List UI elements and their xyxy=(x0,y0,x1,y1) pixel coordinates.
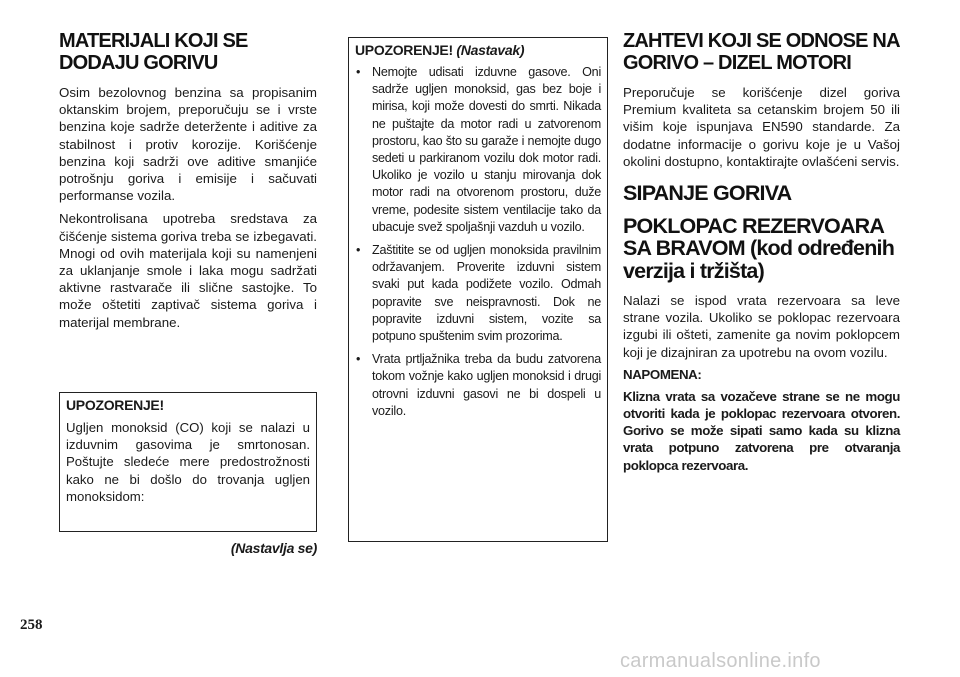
warning-continued-title xyxy=(355,41,601,59)
note-title: NAPOMENA: xyxy=(623,366,702,382)
paragraph-diesel: Preporučuje se korišćenje dizel goriva Premium kvaliteta sa cetanskim brojem 50 ili višim koje ispunjava EN590 standarde. Za dodatne informacije o gorivu koje je u Vašoj okolini dostupno, kontaktirajte ovlašćeni servis. xyxy=(623,85,900,169)
warning-continued-title-text: UPOZORENJE! xyxy=(355,42,453,58)
warning-title: UPOZORENJE! xyxy=(66,397,164,413)
watermark: carmanualsonline.info xyxy=(620,650,821,672)
page-number: 258 xyxy=(20,617,43,633)
warning-continued-italic: (Nastavak) xyxy=(456,42,525,58)
paragraph-cap-location: Nalazi se ispod vrata rezervoara sa leve strane vozila. Ukoliko se poklopac rezervoara izgubi ili ošteti, zamenite ga novim poklopcem koji je dizajniran za upotrebu na ovom vozilu. xyxy=(623,293,900,360)
section-heading-refueling: SIPANJE GORIVA xyxy=(623,181,792,206)
paragraph-cleaners: Nekontrolisana upotreba sredstava za čišćenje sistema goriva treba se izbegavati. Mnogi od ovih materijala koji su namenjeni za uklanjanje smole i laka mogu sadržati aktivne rastvarače ili slične sastojke. To može oštetiti zaptivač sistema goriva i materijal membrane. xyxy=(59,211,317,330)
warning-list-item: • Nemojte udisati izduvne gasove. Oni sadrže ugljen monoksid, gas bez boje i mirisa, koji može dovesti do smrti. Nikada ne puštajte da motor radi u zatvorenom prostoru, kao što su garaže i nemojte dugo sedeti u parkiranom vozilu dok motor radi. Ukoliko je vozilo u stanju mirovanja dok motor radi na otvorenom prostoru, duže vreme, podesite sistem ventilacije tako da ubacuje svež spoljašnji vazduh u vozilo. xyxy=(355,64,601,236)
continued-label: (Nastavlja se) xyxy=(230,540,317,556)
paragraph-additives: Osim bezolovnog benzina sa propisanim oktanskim brojem, preporučuju se i vrste benzina koje sadrže deteržente i aditive za stabilnost i protiv korozije. Korišćenje benzina koji sadrži ove aditive smanjiće potrošnju goriva i emisije i sačuvati performanse vozila. xyxy=(59,85,317,204)
warning-box-continued xyxy=(348,37,608,542)
section-heading-diesel-requirements: ZAHTEVI KOJI SE ODNOSE NA GORIVO – DIZEL MOTORI xyxy=(623,30,899,74)
warning-list-item: • Vrata prtljažnika treba da budu zatvorena tokom vožnje kako ugljen monoksid i drugi otrovni izduvni gasovi ne bi dospeli u vozilo. xyxy=(355,351,601,420)
section-heading-locking-cap: POKLOPAC REZERVOARA SA BRAVOM (kod određenih verzija i tržišta) xyxy=(623,213,895,283)
column-right xyxy=(623,30,900,474)
column-left xyxy=(59,30,317,337)
warning-box-carbon-monoxide xyxy=(59,392,317,532)
warning-body: Ugljen monoksid (CO) koji se nalazi u izduvnim gasovima je smrtonosan. Poštujte sledeće mere predostrožnosti kako ne bi došlo do trovanja ugljen monoksidom: xyxy=(66,420,310,504)
note-body: Klizna vrata sa vozačeve strane se ne mogu otvoriti kada je poklopac rezervoara otvoren. Gorivo se može sipati samo kada su klizna vrata potpuno zatvorena pre otvaranja poklopca rezervoara. xyxy=(623,388,900,473)
warning-list xyxy=(355,64,601,420)
section-heading-fuel-additives: MATERIJALI KOJI SE DODAJU GORIVU xyxy=(59,30,248,74)
warning-list-item: • Zaštitite se od ugljen monoksida pravilnim održavanjem. Proverite izduvni sistem svaki put kada podižete vozilo. Odmah popravite sve neispravnosti. Dok ne popravite izduvni sistem, vozite sa potpuno spuštenim svim prozorima. xyxy=(355,242,601,345)
